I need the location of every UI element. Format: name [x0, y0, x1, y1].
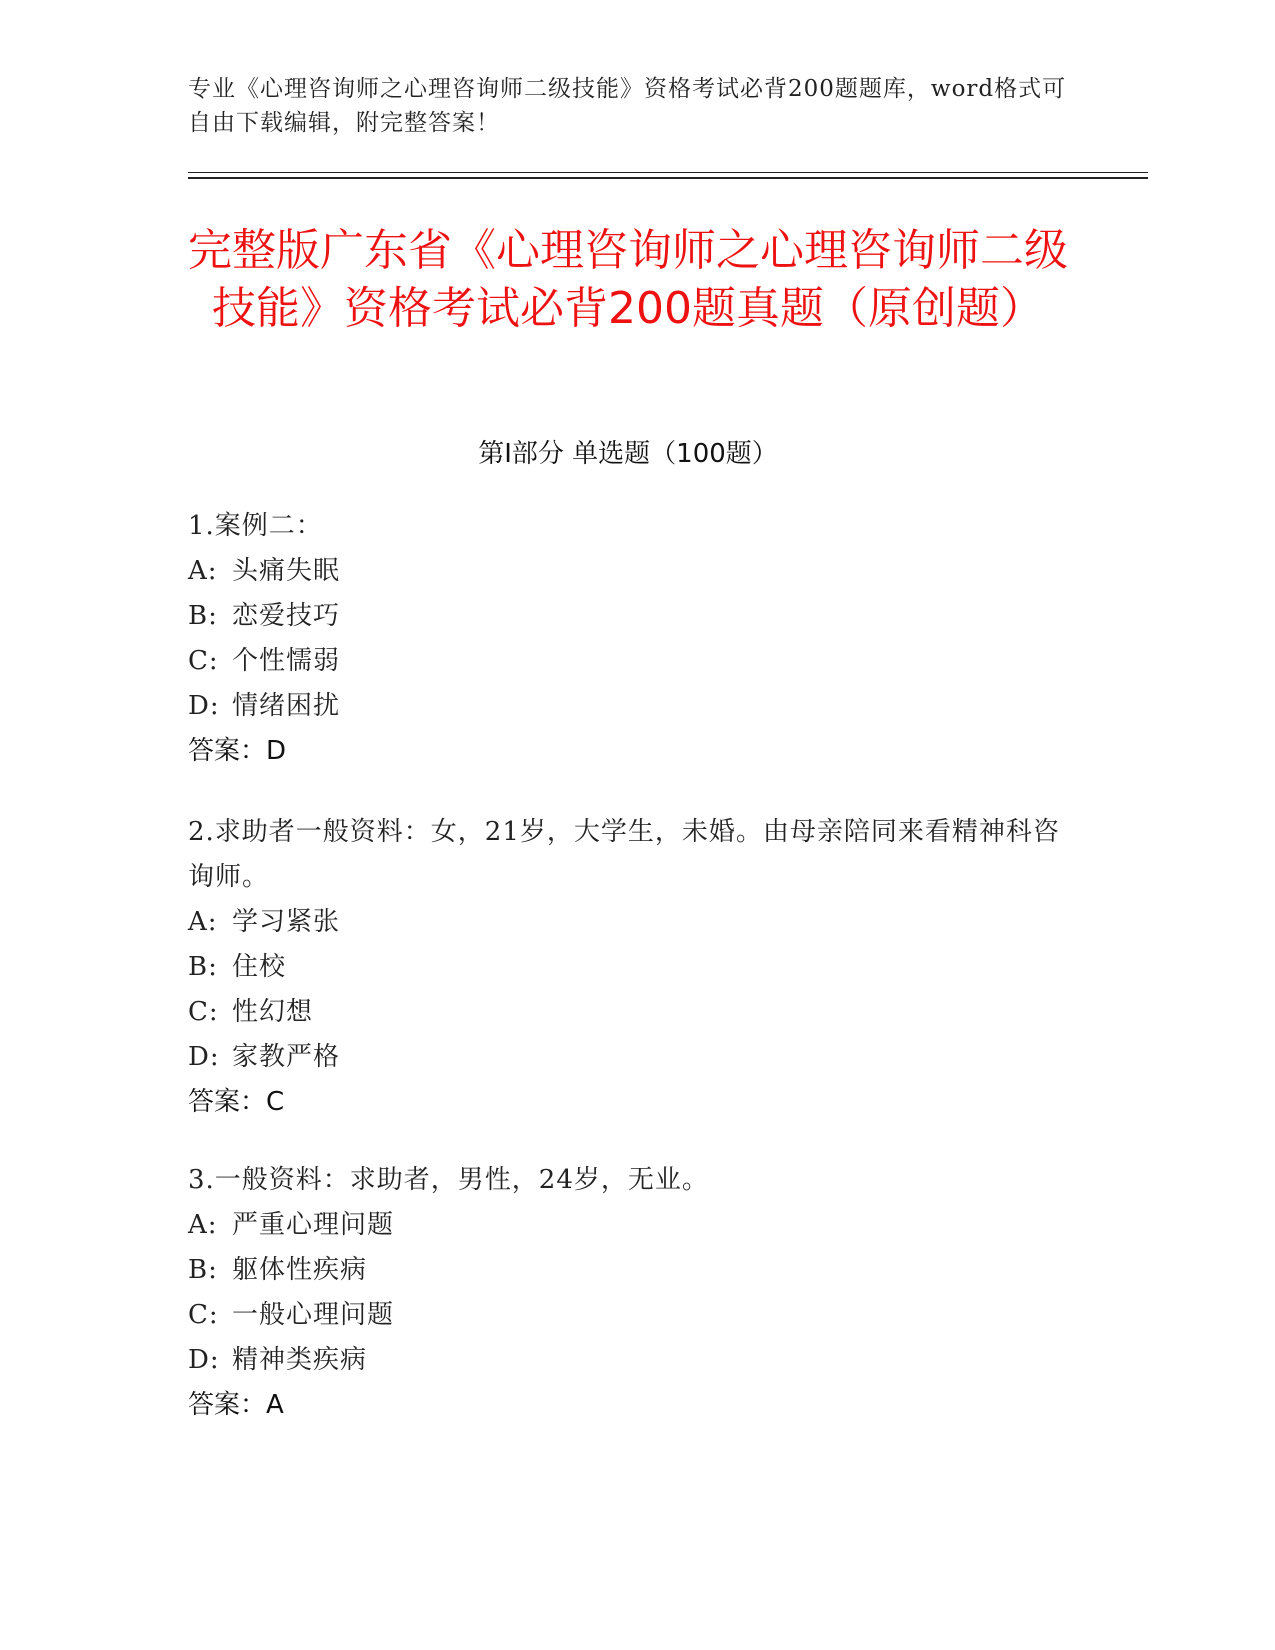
answer-line: 答案：D	[188, 736, 287, 766]
option-text: 恋爱技巧	[232, 601, 341, 631]
option-text: 性幻想	[232, 997, 314, 1027]
header-note: 专业《心理咨询师之心理咨询师二级技能》资格考试必背200题题库，word格式可自由下载编辑，附完整答案！	[188, 76, 1067, 136]
document-title: 完整版广东省《心理咨询师之心理咨询师二级技能》资格考试必背200题真题（原创题）	[188, 225, 1068, 334]
header-divider-thin	[188, 172, 1148, 173]
option-a	[188, 900, 1068, 945]
option-b	[188, 945, 1068, 990]
section-heading: 第Ⅰ部分 单选题（100题）	[478, 439, 778, 469]
option-text: 情绪困扰	[232, 691, 341, 721]
option-text: 严重心理问题	[232, 1210, 395, 1240]
option-text: 学习紧张	[232, 907, 341, 937]
option-text: 一般心理问题	[232, 1300, 395, 1330]
option-d	[188, 1035, 1068, 1080]
option-text: 个性懦弱	[232, 646, 341, 676]
question-2	[188, 810, 1068, 1125]
question-1	[188, 504, 1068, 774]
option-a	[188, 549, 1068, 594]
option-text: 住校	[232, 952, 287, 982]
option-text: 精神类疾病	[232, 1345, 368, 1375]
option-letter: A:	[188, 1210, 218, 1240]
question-3	[188, 1158, 1068, 1428]
option-letter: A:	[188, 907, 218, 937]
option-letter: B:	[188, 601, 218, 631]
option-letter: D:	[188, 691, 220, 721]
option-letter: C:	[188, 646, 219, 676]
question-stem: 3.一般资料：求助者，男性，24岁，无业。	[188, 1165, 709, 1195]
option-letter: D:	[188, 1345, 220, 1375]
option-letter: B:	[188, 1255, 218, 1285]
option-letter: C:	[188, 1300, 219, 1330]
option-a	[188, 1203, 1068, 1248]
option-c	[188, 639, 1068, 684]
option-b	[188, 594, 1068, 639]
option-b	[188, 1248, 1068, 1293]
option-text: 头痛失眠	[232, 556, 341, 586]
option-letter: D:	[188, 1042, 220, 1072]
question-stem: 1.案例二：	[188, 511, 323, 541]
answer-line: 答案：C	[188, 1087, 285, 1117]
option-text: 躯体性疾病	[232, 1255, 368, 1285]
option-text: 家教严格	[232, 1042, 341, 1072]
answer-line: 答案：A	[188, 1390, 284, 1420]
option-c	[188, 1293, 1068, 1338]
header-divider-thick	[188, 177, 1148, 179]
question-stem: 2.求助者一般资料：女，21岁，大学生，未婚。由母亲陪同来看精神科咨询师。	[188, 817, 1060, 892]
option-letter: C:	[188, 997, 219, 1027]
option-letter: B:	[188, 952, 218, 982]
option-d	[188, 684, 1068, 729]
option-d	[188, 1338, 1068, 1383]
option-letter: A:	[188, 556, 218, 586]
option-c	[188, 990, 1068, 1035]
